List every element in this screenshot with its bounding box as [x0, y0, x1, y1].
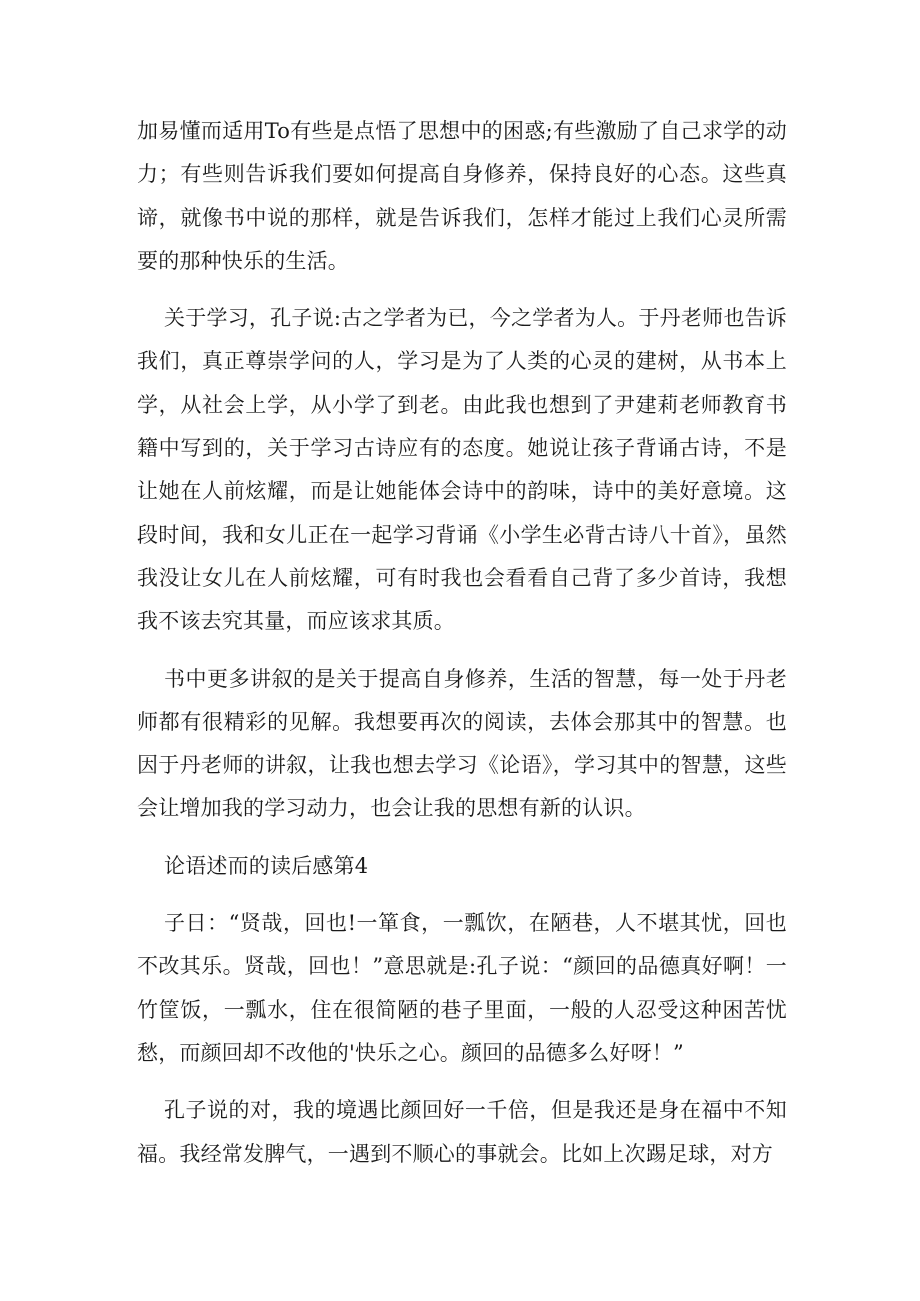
document-body — [137, 110, 787, 1190]
section-heading: 论语述而的读后感第4 — [164, 853, 369, 878]
paragraph-2: 关于学习，孔子说:古之学者为已，今之学者为人。于丹老师也告诉我们，真正尊崇学问的人，学习是为了人类的心灵的建树，从书本上学，从社会上学，从小学了到老。由此我也想到了尹建莉老师教育书籍中写到的，关于学习古诗应有的态度。她说让孩子背诵古诗，不是让她在人前炫耀，而是让她能体会诗中的韵味，诗中的美好意境。这段时间，我和女儿正在一起学习背诵《小学生必背古诗八十首》，虽然我没让女儿在人前炫耀，可有时我也会看看自己背了多少首诗，我想我不该去究其量，而应该求其质。 — [137, 306, 787, 634]
paragraph-1: 加易懂而适用To有些是点悟了思想中的困惑;有些激励了自己求学的动力；有些则告诉我们要如何提高自身修养，保持良好的心态。这些真谛，就像书中说的那样，就是告诉我们，怎样才能过上我们心灵所需要的那种快乐的生活。 — [137, 119, 787, 273]
paragraph-3: 书中更多讲叙的是关于提高自身修养，生活的智慧，每一处于丹老师都有很精彩的见解。我想要再次的阅读，去体会那其中的智慧。也因于丹老师的讲叙，让我也想去学习《论语》，学习其中的智慧，这些会让增加我的学习动力，也会让我的思想有新的认识。 — [137, 666, 787, 821]
paragraph-5: 孔子说的对，我的境遇比颜回好一千倍，但是我还是身在福中不知福。我经常发脾气，一遇到不顺心的事就会。比如上次踢足球，对方 — [137, 1098, 787, 1166]
paragraph-4: 子日：“贤哉，回也!一箪食，一瓢饮，在陋巷，人不堪其忧，回也不改其乐。贤哉，回也！”意思就是:孔子说：“颜回的品德真好啊！一竹筐饭，一瓢水，住在很简陋的巷子里面，一般的人忍受这种困苦忧愁，而颜回却不改他的'快乐之心。颜回的品德多么好呀！” — [137, 911, 787, 1065]
